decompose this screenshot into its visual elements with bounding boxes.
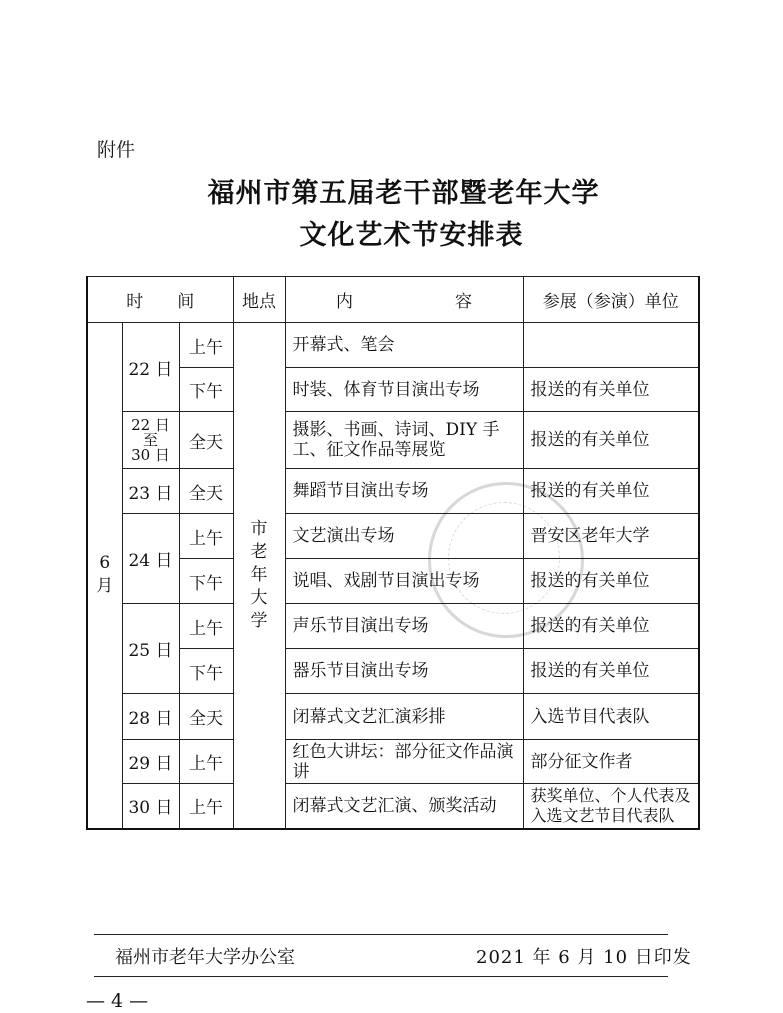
period-cell: 全天 — [179, 694, 233, 740]
content-cell: 摄影、书画、诗词、DIY 手工、征文作品等展览 — [285, 412, 523, 469]
table-row — [87, 604, 699, 649]
date-cell: 30 日 — [122, 784, 179, 829]
table-row — [87, 412, 699, 469]
table-row — [87, 368, 699, 412]
date-cell: 28 日 — [122, 694, 179, 740]
document-title-line2: 文化艺术节安排表 — [299, 220, 524, 251]
header-time: 时 间 — [87, 277, 233, 323]
units-cell: 晋安区老年大学 — [523, 514, 699, 559]
issuer: 福州市老年大学办公室 — [115, 947, 295, 968]
schedule-table — [86, 276, 700, 830]
period-cell: 全天 — [179, 412, 233, 469]
period-cell: 上午 — [179, 323, 233, 368]
date-cell: 23 日 — [122, 469, 179, 514]
date-cell: 29 日 — [122, 740, 179, 784]
units-cell: 报送的有关单位 — [523, 649, 699, 694]
issue-date: 2021 年 6 月 10 日印发 — [476, 947, 692, 968]
content-cell: 说唱、戏剧节目演出专场 — [285, 559, 523, 604]
place-char: 学 — [250, 610, 268, 631]
period-cell: 全天 — [179, 469, 233, 514]
content-cell: 声乐节目演出专场 — [285, 604, 523, 649]
footer-rule-top — [94, 934, 668, 935]
units-cell: 入选节目代表队 — [523, 694, 699, 740]
period-cell: 上午 — [179, 604, 233, 649]
units-cell: 报送的有关单位 — [523, 559, 699, 604]
month-unit: 月 — [96, 576, 114, 597]
period-cell: 下午 — [179, 559, 233, 604]
period-cell: 下午 — [179, 368, 233, 412]
date-range-to: 至 — [142, 430, 158, 449]
attachment-label: 附件 — [97, 139, 136, 161]
content-cell: 闭幕式文艺汇演彩排 — [285, 694, 523, 740]
date-range-start: 22 日 — [131, 415, 170, 434]
period-cell: 上午 — [179, 784, 233, 829]
place-char: 市 — [250, 518, 268, 539]
footer-rule-bottom — [94, 976, 668, 977]
content-cell: 器乐节目演出专场 — [285, 649, 523, 694]
table-row — [87, 649, 699, 694]
content-cell: 开幕式、笔会 — [285, 323, 523, 368]
header-units: 参展（参演）单位 — [523, 277, 699, 323]
document-title-line1: 福州市第五届老干部暨老年大学 — [207, 178, 600, 209]
date-range-cell — [122, 412, 179, 469]
place-char: 大 — [250, 587, 268, 608]
place-char: 年 — [250, 564, 268, 585]
date-cell: 24 日 — [122, 514, 179, 604]
table-header-row — [87, 277, 699, 323]
units-cell: 获奖单位、个人代表及入选文艺节目代表队 — [523, 784, 699, 829]
date-cell: 25 日 — [122, 604, 179, 694]
units-cell — [523, 323, 699, 368]
content-cell: 闭幕式文艺汇演、颁奖活动 — [285, 784, 523, 829]
content-cell: 舞蹈节目演出专场 — [285, 469, 523, 514]
units-cell: 报送的有关单位 — [523, 368, 699, 412]
units-cell: 报送的有关单位 — [523, 604, 699, 649]
period-cell: 上午 — [179, 514, 233, 559]
header-place: 地点 — [233, 277, 285, 323]
header-content: 内 容 — [285, 277, 523, 323]
content-cell: 时装、体育节目演出专场 — [285, 368, 523, 412]
month-number: 6 — [99, 553, 111, 574]
table-row — [87, 694, 699, 740]
table-row — [87, 740, 699, 784]
date-range-end: 30 日 — [131, 445, 170, 464]
page-number: — 4 — — [86, 990, 149, 1012]
content-cell: 文艺演出专场 — [285, 514, 523, 559]
table-row — [87, 559, 699, 604]
table-row — [87, 323, 699, 368]
month-cell — [87, 323, 122, 829]
period-cell: 上午 — [179, 740, 233, 784]
period-cell: 下午 — [179, 649, 233, 694]
table-row — [87, 514, 699, 559]
table-row — [87, 784, 699, 829]
table-row — [87, 469, 699, 514]
units-cell: 部分征文作者 — [523, 740, 699, 784]
place-char: 老 — [250, 541, 268, 562]
content-cell: 红色大讲坛：部分征文作品演讲 — [285, 740, 523, 784]
place-cell — [233, 323, 285, 829]
date-cell: 22 日 — [122, 323, 179, 412]
units-cell: 报送的有关单位 — [523, 469, 699, 514]
units-cell: 报送的有关单位 — [523, 412, 699, 469]
